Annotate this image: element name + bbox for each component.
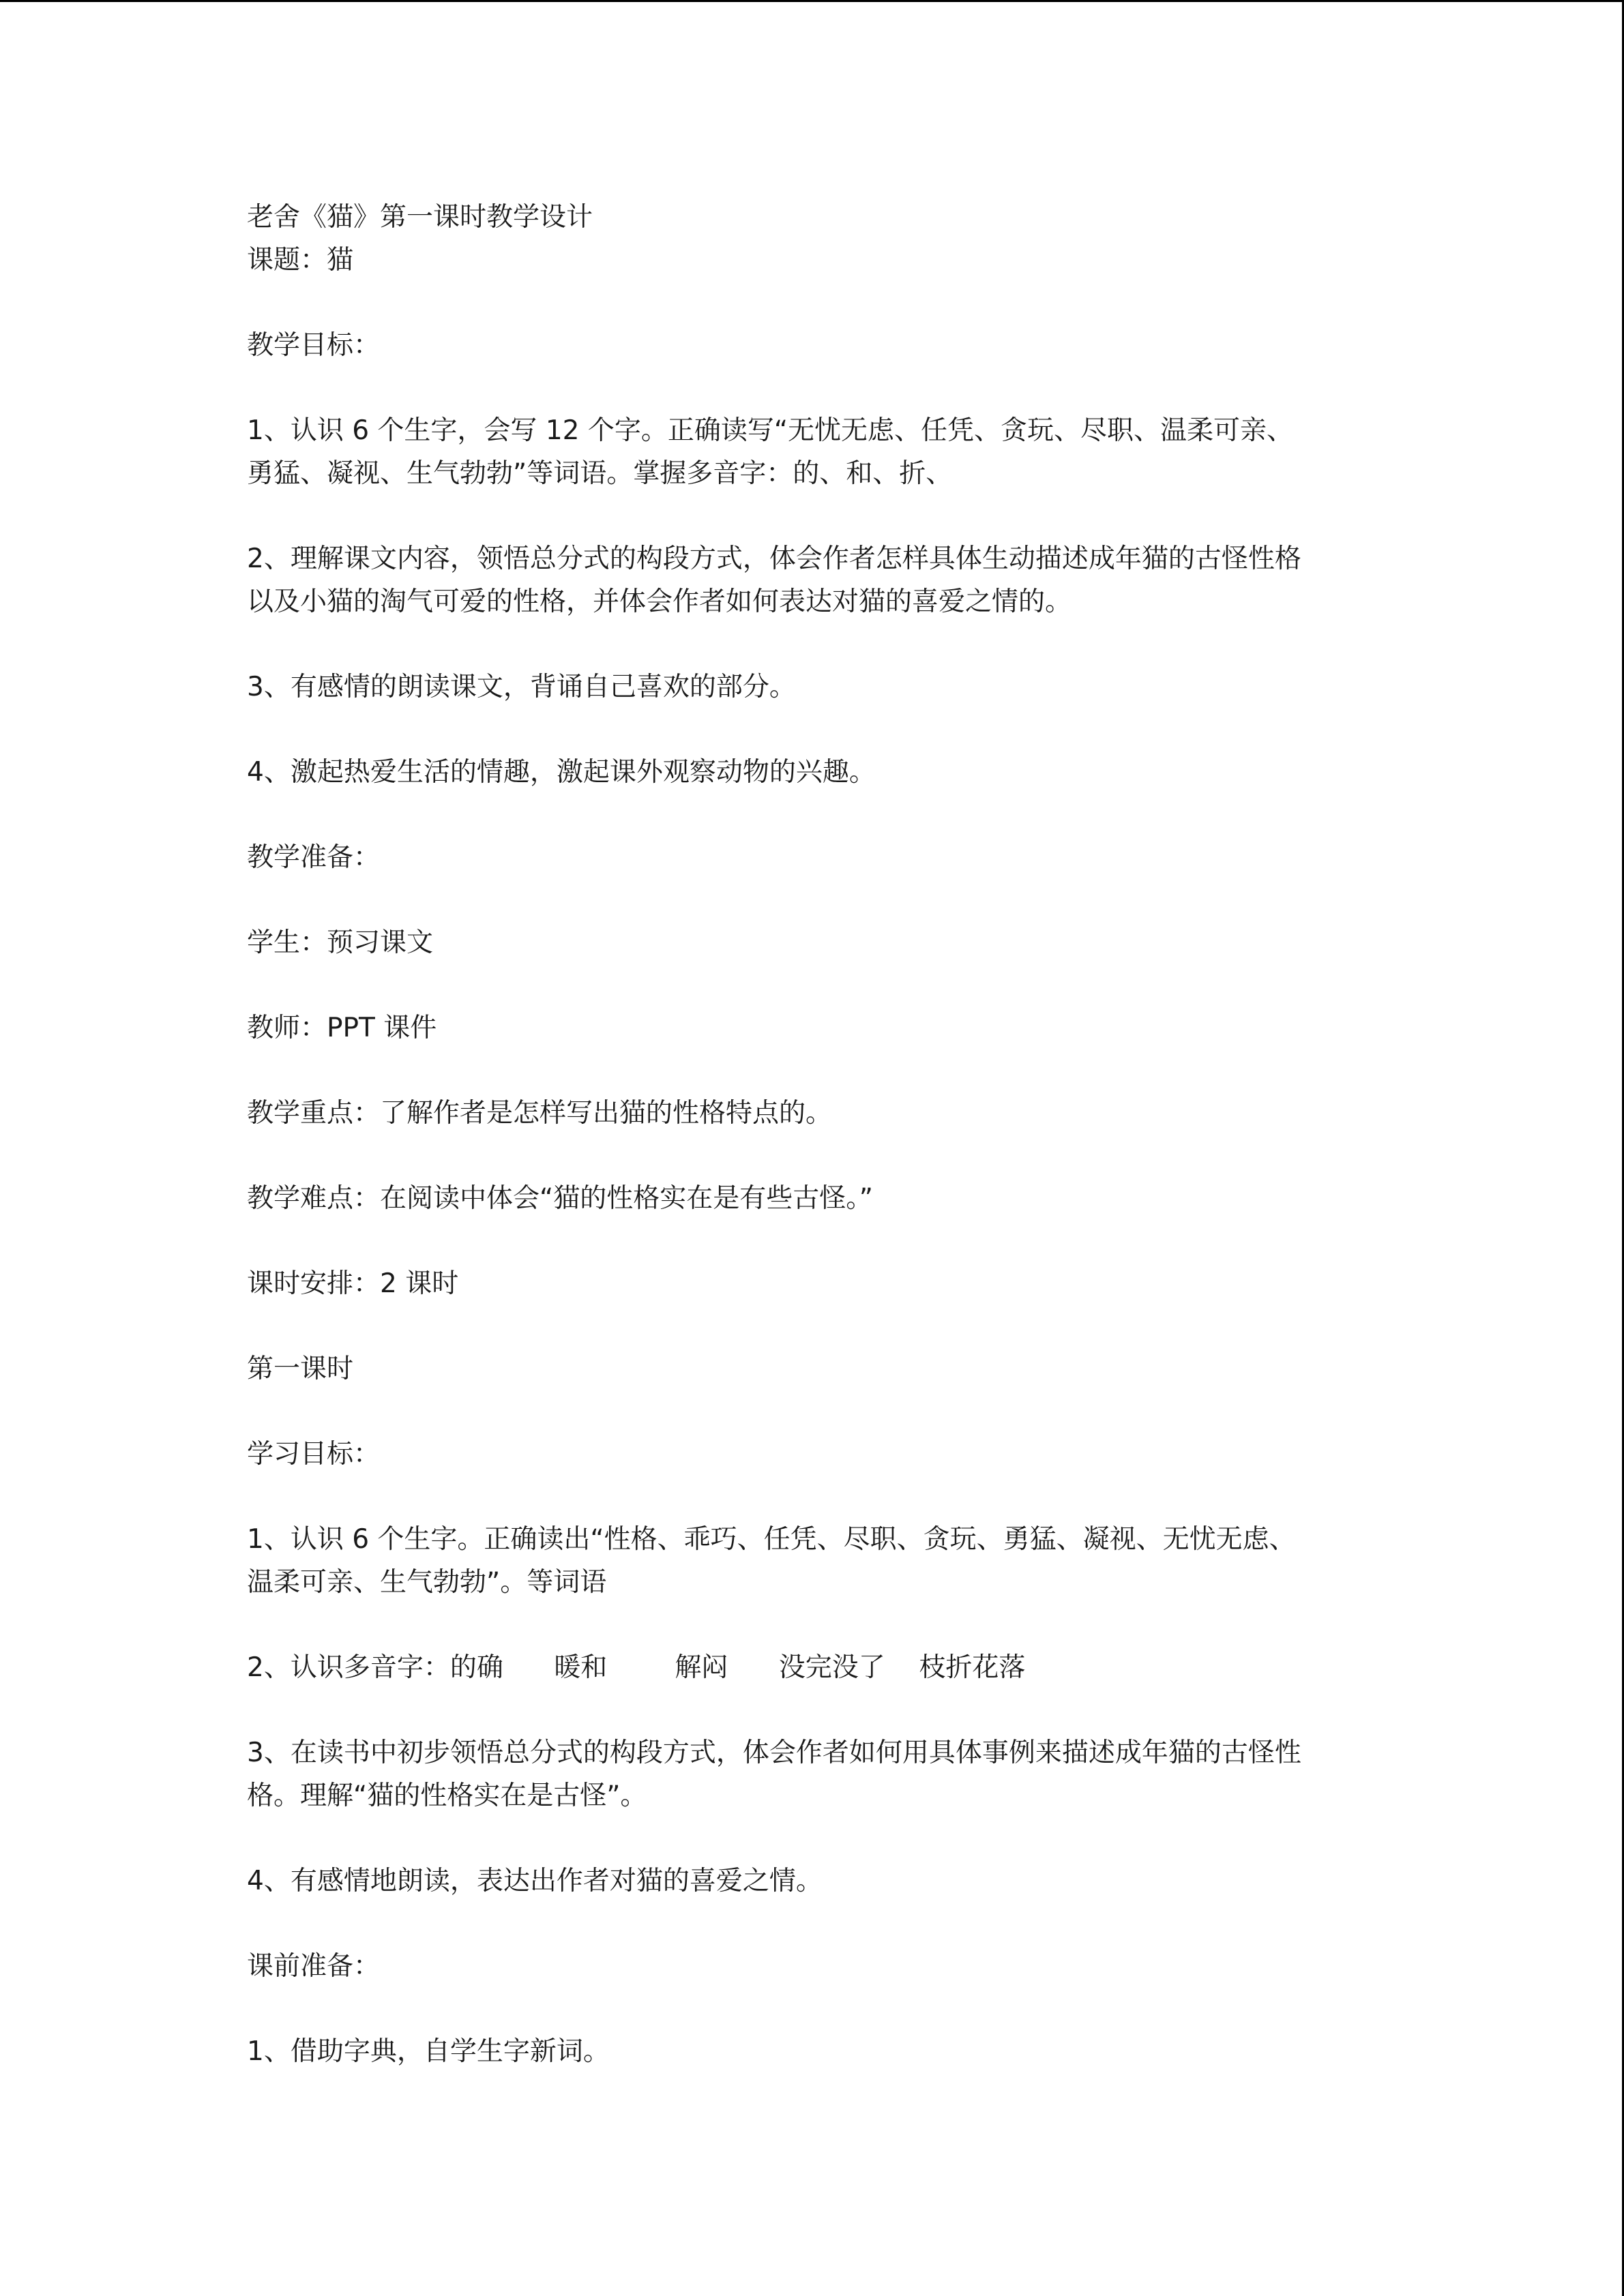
lesson-subject: 课题：猫 <box>247 245 354 275</box>
document-title: 老舍《猫》第一课时教学设计 <box>247 202 593 233</box>
learning-goal-3-line-2: 格。理解“猫的性格实在是古怪”。 <box>247 1780 647 1811</box>
learning-goal-4: 4、有感情地朗读，表达出作者对猫的喜爱之情。 <box>247 1866 823 1896</box>
teaching-goal-2-line-1: 2、理解课文内容，领悟总分式的构段方式，体会作者怎样具体生动描述成年猫的古怪性格 <box>247 543 1301 574</box>
teaching-goals-heading: 教学目标： <box>247 330 381 361</box>
learning-goal-3-line-1: 3、在读书中初步领悟总分式的构段方式，体会作者如何用具体事例来描述成年猫的古怪性 <box>247 1738 1301 1768</box>
teaching-goal-4: 4、激起热爱生活的情趣，激起课外观察动物的兴趣。 <box>247 757 876 788</box>
lesson-schedule: 课时安排：2 课时 <box>247 1268 459 1299</box>
teaching-key-point: 教学重点：了解作者是怎样写出猫的性格特点的。 <box>247 1098 833 1129</box>
preclass-prep-1: 1、借助字典，自学生字新词。 <box>247 2036 610 2067</box>
prep-student: 学生：预习课文 <box>247 927 434 958</box>
teaching-prep-heading: 教学准备： <box>247 842 381 873</box>
learning-goal-1-line-2: 温柔可亲、生气勃勃”。等词语 <box>247 1567 607 1598</box>
teaching-goal-2-line-2: 以及小猫的淘气可爱的性格，并体会作者如何表达对猫的喜爱之情的。 <box>247 586 1072 617</box>
learning-goal-1-line-1: 1、认识 6 个生字。正确读出“性格、乖巧、任凭、尽职、贪玩、勇猛、凝视、无忧无虑、 <box>247 1524 1296 1555</box>
first-lesson-heading: 第一课时 <box>247 1354 354 1384</box>
learning-goal-2: 2、认识多音字：的确 暖和 解闷 没完没了 枝折花落 <box>247 1652 1026 1683</box>
prep-teacher: 教师：PPT 课件 <box>247 1013 437 1043</box>
document-body <box>247 196 1393 2073</box>
teaching-difficulty: 教学难点：在阅读中体会“猫的性格实在是有些古怪。” <box>247 1183 873 1214</box>
teaching-goal-1-line-1: 1、认识 6 个生字，会写 12 个字。正确读写“无忧无虑、任凭、贪玩、尽职、温柔可亲、 <box>247 415 1294 446</box>
teaching-goal-1-line-2: 勇猛、凝视、生气勃勃”等词语。掌握多音字：的、和、折、 <box>247 458 953 489</box>
teaching-goal-3: 3、有感情的朗读课文，背诵自己喜欢的部分。 <box>247 672 796 702</box>
learning-goals-heading: 学习目标： <box>247 1439 381 1470</box>
preclass-prep-heading: 课前准备： <box>247 1951 381 1982</box>
